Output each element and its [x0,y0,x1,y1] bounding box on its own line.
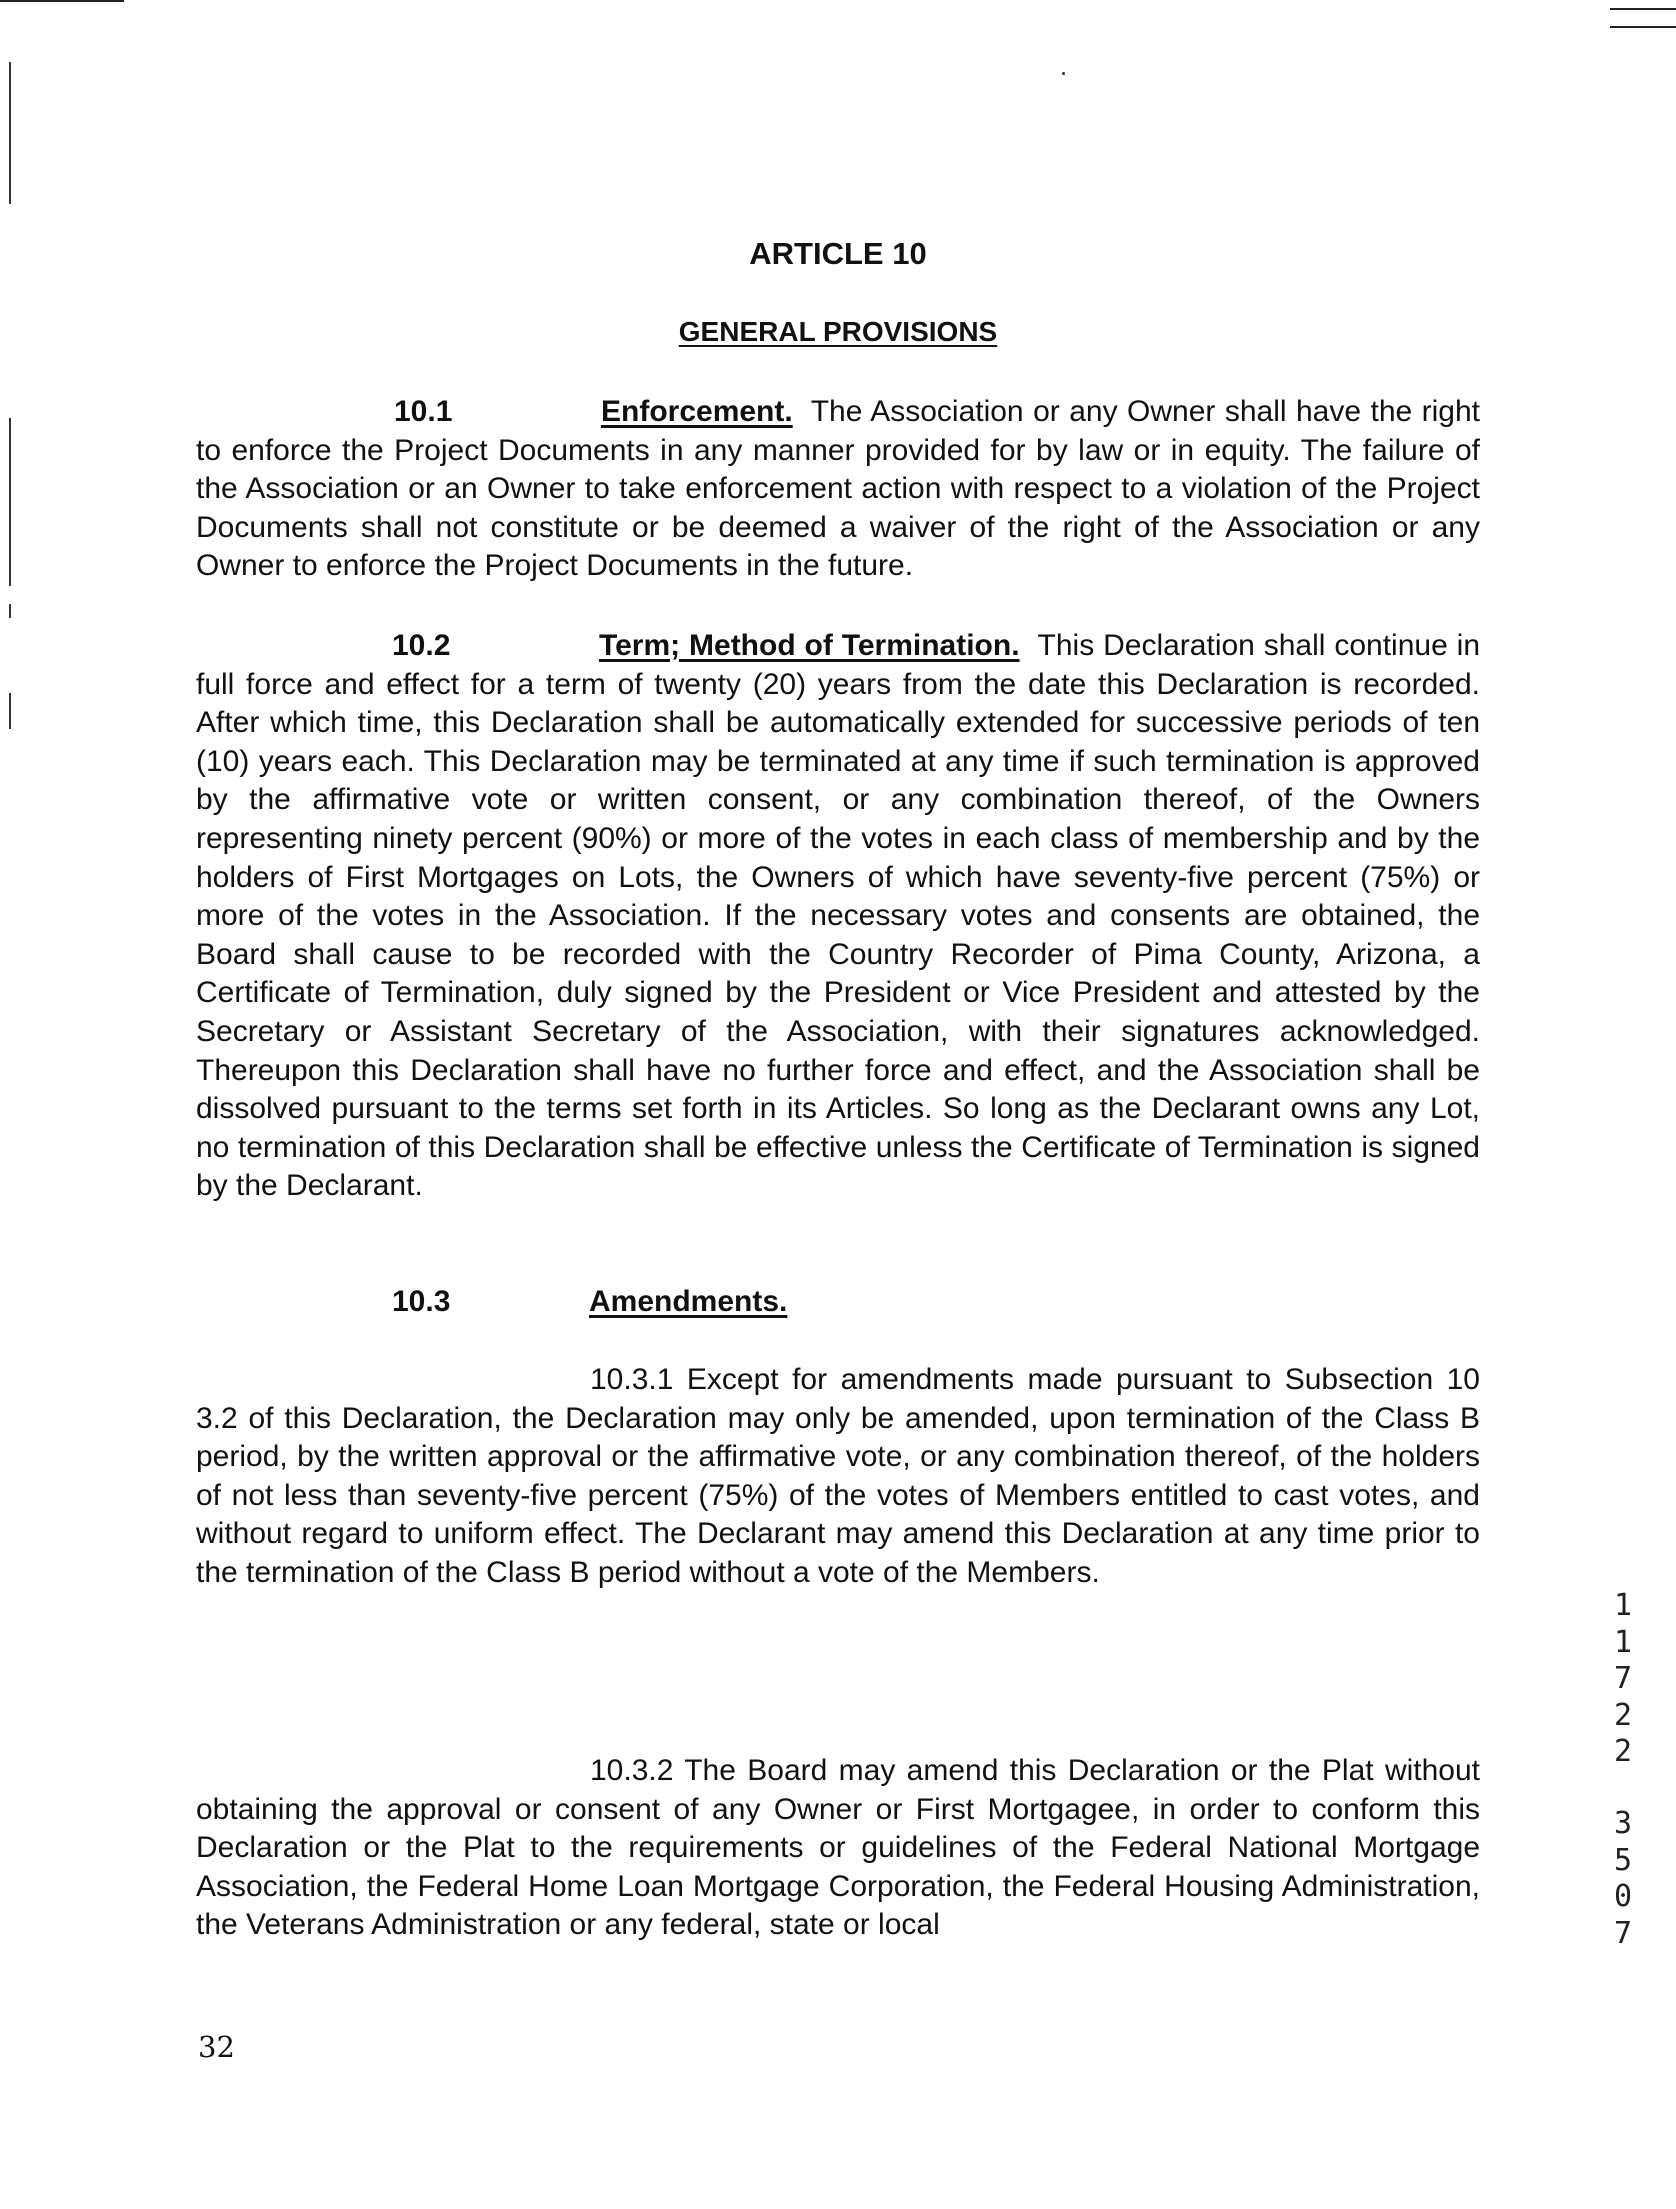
section-text: The Association or any Owner shall have the right to enforce the Project Documents in any manner provided for by law or in equity. The failure of the Association or an Owner to take enforcement action with respect to a violation of the Project Documents shall not constitute or be deemed a waiver of the right of the Association or any Owner to enforce the Project Documents in the future. [196,395,1480,583]
stamp-digit: 3 [1613,1806,1633,1841]
article-title: ARTICLE 10 [749,236,927,271]
scan-edge-top-right-2 [1610,26,1676,28]
article-subtitle: GENERAL PROVISIONS [678,316,998,347]
section-title: Amendments. [589,1285,788,1318]
stamp-digit: 2 [1613,1697,1633,1733]
scan-mark-left-3 [9,604,11,618]
section-text: This Declaration shall continue in full force and effect for a term of twenty (20) years from the date this Declaration is recorded. After which time, this Declaration shall be automatically extended for successive periods of ten (10) years each. This Declaration may be terminated at any time if such termination is approved by the affirmative vote or written consent, or any combination thereof, of the Owners representing ninety percent (90%) or more of the votes in each class of membership and by the holders of First Mortgages on Lots, the Owners of which have seventy-five percent (75%) or more of the votes in the Association. If the necessary votes and consents are obtained, the Board shall cause to be recorded with the Country Recorder of Pima County, Arizona, a Certificate of Termination, duly signed by the President or Vice President and attested by the Secretary or Assistant Secretary of the Association, with their signatures acknowledged. Thereupon this Declaration shall have no further force and effect, and the Association shall be dissolved pursuant to the terms set forth in its Articles. So long as the Declarant owns any Lot, no termination of this Declaration shall be effective unless the Certificate of Termination is signed by the Declarant. [196,629,1480,1203]
scan-mark-left-2 [9,418,11,586]
section-number: 10.3 [392,1285,451,1318]
subsection-10-3-1 [196,1361,1480,1593]
subsection-number: 10.3.1 [590,1363,674,1396]
section-10-1 [196,393,1480,586]
stamp-digit: 7 [1613,1661,1633,1696]
scan-mark-left-4 [9,693,11,729]
stamp-digit: 0 [1613,1879,1633,1914]
section-number: 10.1 [394,395,453,428]
subsection-text: The Board may amend this Declaration or the Plat without obtaining the approval or consent of any Owner or First Mortgagee, in order to conform this Declaration or the Plat to the requirements or guidelines of the Federal National Mortgage Association, the Federal Home Loan Mortgage Corporation, the Federal Housing Administration, the Veterans Administration or any federal, state or local [196,1754,1480,1942]
stamp-digit: 1 [1613,1588,1633,1623]
section-title: Enforcement. [601,395,793,428]
page-number: 32 [198,2030,235,2064]
section-title: Term; Method of Termination. [599,629,1020,662]
scan-edge-top-right [1610,8,1676,10]
recording-stamp-bottom [1608,1806,1638,1952]
scan-edge-top-left [0,0,124,2]
section-number: 10.2 [392,629,451,662]
stamp-digit: 5 [1613,1842,1633,1878]
subsection-number: 10.3.2 [590,1754,674,1787]
stamp-digit: 7 [1613,1915,1633,1951]
stamp-digit: 2 [1613,1734,1633,1769]
recording-stamp-top [1608,1588,1638,1771]
subsection-text: Except for amendments made pursuant to Subsection 10 3.2 of this Declaration, the Declaration may only be amended, upon termination of the Class B period, by the written approval or the affirmative vote, or any combination thereof, of the holders of not less than seventy-five percent (75%) of the votes of Members entitled to cast votes, and without regard to uniform effect. The Declarant may amend this Declaration at any time prior to the termination of the Class B period without a vote of the Members. [196,1363,1480,1589]
section-10-2 [196,627,1480,1206]
stamp-digit: 1 [1613,1624,1633,1660]
section-10-3 [392,1283,1392,1321]
scan-mark-left-1 [9,62,11,204]
subsection-10-3-2 [196,1752,1480,1945]
scan-speck [1062,72,1065,75]
